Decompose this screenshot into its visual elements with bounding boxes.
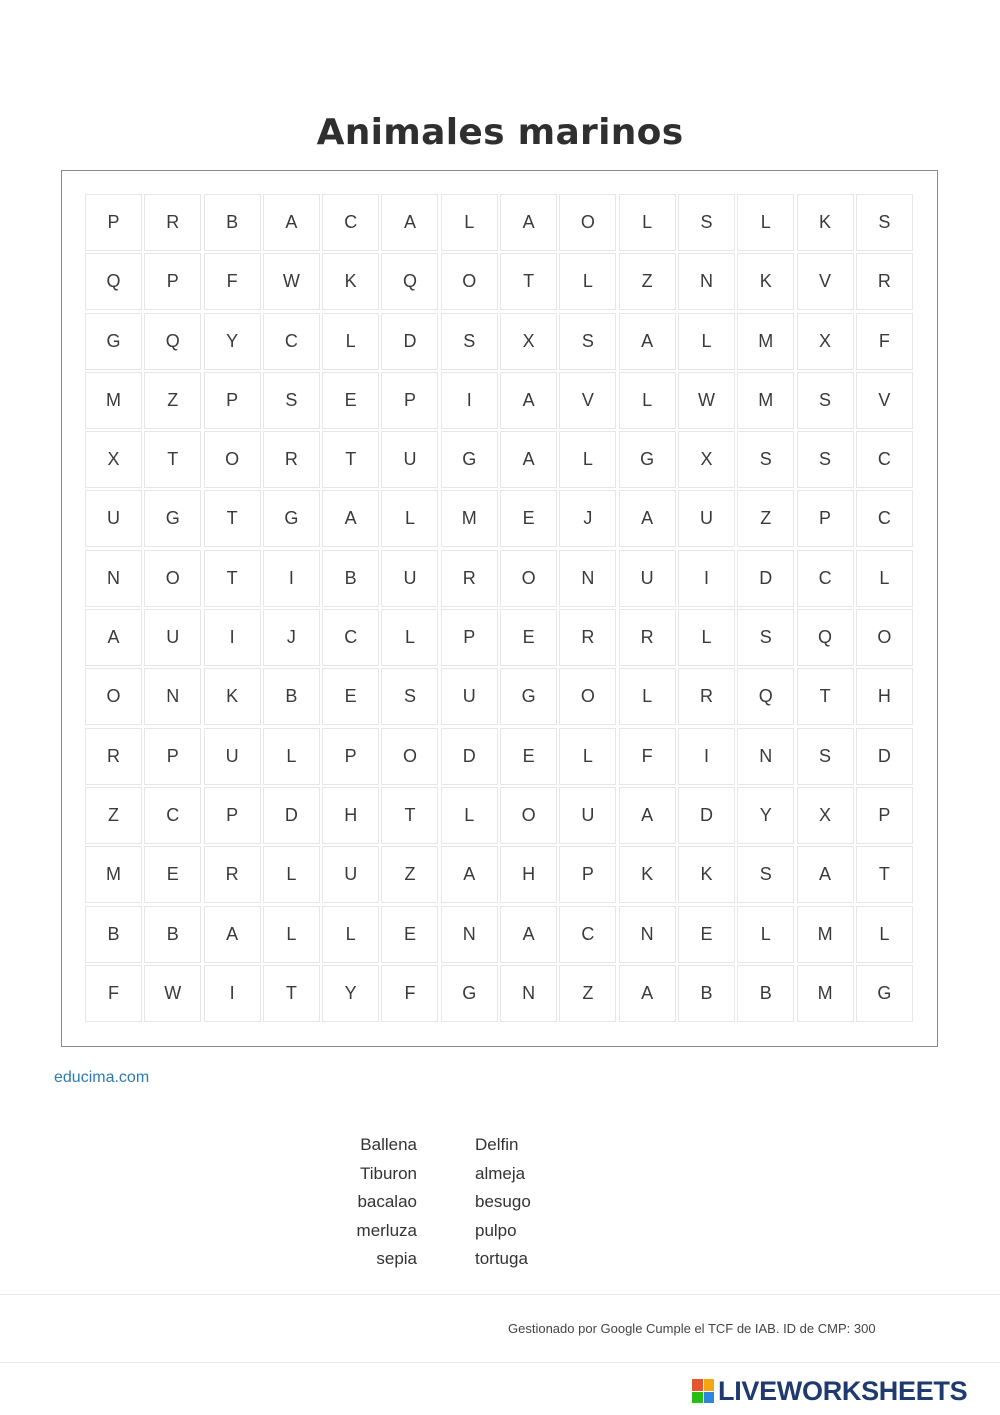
grid-cell[interactable]: T (381, 787, 438, 844)
grid-cell[interactable]: P (204, 787, 261, 844)
grid-cell[interactable]: K (797, 194, 854, 251)
grid-cell[interactable]: K (619, 846, 676, 903)
grid-cell[interactable]: R (678, 668, 735, 725)
grid-cell[interactable]: F (204, 253, 261, 310)
grid-cell[interactable]: L (263, 728, 320, 785)
grid-cell[interactable]: Z (559, 965, 616, 1022)
grid-cell[interactable]: E (500, 609, 557, 666)
grid-cell[interactable]: A (619, 965, 676, 1022)
grid-cell[interactable]: F (381, 965, 438, 1022)
grid-cell[interactable]: L (441, 194, 498, 251)
grid-cell[interactable]: T (144, 431, 201, 488)
grid-cell[interactable]: U (204, 728, 261, 785)
grid-cell[interactable]: S (737, 846, 794, 903)
grid-cell[interactable]: L (263, 906, 320, 963)
grid-cell[interactable]: P (559, 846, 616, 903)
grid-cell[interactable]: O (381, 728, 438, 785)
grid-cell[interactable]: O (85, 668, 142, 725)
grid-cell[interactable]: P (144, 728, 201, 785)
grid-cell[interactable]: Q (144, 313, 201, 370)
word-list-left-column (300, 1131, 417, 1274)
grid-cell[interactable]: L (559, 253, 616, 310)
grid-cell[interactable]: P (381, 372, 438, 429)
grid-cell[interactable]: A (500, 431, 557, 488)
grid-cell[interactable]: A (500, 372, 557, 429)
badge-square (692, 1379, 703, 1391)
page-title: Animales marinos (316, 112, 684, 153)
grid-cell[interactable]: A (204, 906, 261, 963)
grid-cell[interactable]: I (263, 550, 320, 607)
grid-cell[interactable]: N (619, 906, 676, 963)
grid-cell[interactable]: Z (381, 846, 438, 903)
grid-cell[interactable]: T (204, 490, 261, 547)
word-search-grid (85, 194, 913, 1022)
word-item: almeja (475, 1163, 526, 1183)
grid-cell[interactable]: T (204, 550, 261, 607)
grid-cell[interactable]: V (856, 372, 913, 429)
grid-cell[interactable]: G (441, 431, 498, 488)
grid-cell[interactable]: S (737, 431, 794, 488)
grid-cell[interactable]: N (85, 550, 142, 607)
grid-cell[interactable]: I (678, 550, 735, 607)
grid-cell[interactable]: B (204, 194, 261, 251)
grid-cell[interactable]: L (678, 609, 735, 666)
grid-cell[interactable]: C (322, 194, 379, 251)
grid-cell[interactable]: J (263, 609, 320, 666)
grid-cell[interactable]: F (85, 965, 142, 1022)
grid-cell[interactable]: L (322, 906, 379, 963)
grid-cell[interactable]: N (144, 668, 201, 725)
grid-cell[interactable]: H (856, 668, 913, 725)
grid-cell[interactable]: S (381, 668, 438, 725)
badge-square (704, 1392, 715, 1404)
grid-cell[interactable]: L (559, 728, 616, 785)
source-link[interactable]: educima.com (54, 1069, 150, 1086)
grid-cell[interactable]: E (678, 906, 735, 963)
grid-cell[interactable]: C (144, 787, 201, 844)
grid-cell[interactable]: W (263, 253, 320, 310)
liveworksheets-logo[interactable] (692, 1375, 967, 1407)
grid-cell[interactable]: X (500, 313, 557, 370)
grid-cell[interactable]: M (797, 965, 854, 1022)
grid-cell[interactable]: O (559, 194, 616, 251)
grid-cell[interactable]: B (737, 965, 794, 1022)
grid-cell[interactable]: E (144, 846, 201, 903)
grid-cell[interactable]: Y (322, 965, 379, 1022)
word-item: sepia (376, 1249, 417, 1269)
grid-cell[interactable]: N (737, 728, 794, 785)
grid-cell[interactable]: L (737, 194, 794, 251)
word-item: bacalao (357, 1192, 417, 1212)
grid-cell[interactable]: I (678, 728, 735, 785)
grid-cell[interactable]: P (85, 194, 142, 251)
grid-cell[interactable]: M (737, 372, 794, 429)
grid-cell[interactable]: D (678, 787, 735, 844)
grid-cell[interactable]: X (85, 431, 142, 488)
grid-cell[interactable]: U (381, 431, 438, 488)
grid-cell[interactable]: I (204, 609, 261, 666)
grid-cell[interactable]: L (619, 372, 676, 429)
grid-cell[interactable]: N (678, 253, 735, 310)
grid-cell[interactable]: R (204, 846, 261, 903)
grid-cell[interactable]: I (204, 965, 261, 1022)
word-list (300, 1131, 600, 1274)
grid-cell[interactable]: S (737, 609, 794, 666)
grid-cell[interactable]: W (678, 372, 735, 429)
grid-cell[interactable]: Q (85, 253, 142, 310)
grid-cell[interactable]: J (559, 490, 616, 547)
grid-cell[interactable]: W (144, 965, 201, 1022)
grid-cell[interactable]: T (856, 846, 913, 903)
grid-cell[interactable]: U (559, 787, 616, 844)
grid-cell[interactable]: K (737, 253, 794, 310)
grid-cell[interactable]: E (500, 728, 557, 785)
grid-cell[interactable]: L (559, 431, 616, 488)
grid-cell[interactable]: G (441, 965, 498, 1022)
grid-cell[interactable]: B (322, 550, 379, 607)
grid-cell[interactable]: S (797, 728, 854, 785)
grid-cell[interactable]: A (500, 906, 557, 963)
grid-cell[interactable]: A (500, 194, 557, 251)
grid-cell[interactable]: O (500, 550, 557, 607)
grid-cell[interactable]: Q (381, 253, 438, 310)
grid-cell[interactable]: L (263, 846, 320, 903)
grid-cell[interactable]: M (85, 846, 142, 903)
grid-cell[interactable]: P (856, 787, 913, 844)
grid-cell[interactable]: N (500, 965, 557, 1022)
brand-text: LIVEWORKSHEETS (718, 1375, 968, 1406)
grid-cell[interactable]: E (322, 372, 379, 429)
grid-cell[interactable]: H (500, 846, 557, 903)
grid-cell[interactable]: P (797, 490, 854, 547)
grid-cell[interactable]: A (381, 194, 438, 251)
grid-cell[interactable]: N (441, 906, 498, 963)
grid-cell[interactable]: O (204, 431, 261, 488)
grid-cell[interactable]: G (85, 313, 142, 370)
liveworksheets-badge-icon (692, 1379, 714, 1403)
grid-cell[interactable]: Y (204, 313, 261, 370)
grid-cell[interactable]: E (500, 490, 557, 547)
grid-cell[interactable]: G (263, 490, 320, 547)
grid-cell[interactable]: L (737, 906, 794, 963)
grid-cell[interactable]: V (559, 372, 616, 429)
grid-cell[interactable]: Y (737, 787, 794, 844)
grid-cell[interactable]: U (678, 490, 735, 547)
word-item: besugo (475, 1192, 531, 1212)
grid-cell[interactable]: L (381, 609, 438, 666)
grid-cell[interactable]: O (441, 253, 498, 310)
grid-cell[interactable]: L (856, 906, 913, 963)
consent-notice[interactable]: Gestionado por Google Cumple el TCF de IAB. ID de CMP: 300 (508, 1321, 876, 1336)
grid-cell[interactable]: O (856, 609, 913, 666)
grid-cell[interactable]: T (797, 668, 854, 725)
grid-cell[interactable]: L (322, 313, 379, 370)
grid-cell[interactable]: T (500, 253, 557, 310)
grid-cell[interactable]: Z (144, 372, 201, 429)
grid-cell[interactable]: R (559, 609, 616, 666)
grid-cell[interactable]: M (85, 372, 142, 429)
badge-square (704, 1379, 715, 1391)
grid-cell[interactable]: U (619, 550, 676, 607)
grid-cell[interactable]: E (322, 668, 379, 725)
grid-cell[interactable]: R (263, 431, 320, 488)
grid-cell[interactable]: D (441, 728, 498, 785)
grid-cell[interactable]: C (559, 906, 616, 963)
grid-cell[interactable]: M (737, 313, 794, 370)
grid-cell[interactable]: A (263, 194, 320, 251)
grid-cell[interactable]: M (441, 490, 498, 547)
grid-cell[interactable]: G (144, 490, 201, 547)
grid-cell[interactable]: U (85, 490, 142, 547)
grid-cell[interactable]: P (144, 253, 201, 310)
grid-cell[interactable]: K (204, 668, 261, 725)
grid-cell[interactable]: O (144, 550, 201, 607)
grid-cell[interactable]: Z (737, 490, 794, 547)
grid-cell[interactable]: X (797, 787, 854, 844)
grid-cell[interactable]: S (678, 194, 735, 251)
word-item: Tiburon (359, 1163, 417, 1183)
grid-cell[interactable]: L (441, 787, 498, 844)
grid-cell[interactable]: Q (797, 609, 854, 666)
badge-square (692, 1392, 703, 1404)
grid-cell[interactable]: X (678, 431, 735, 488)
grid-cell[interactable]: U (381, 550, 438, 607)
word-list-right-column (475, 1131, 592, 1274)
grid-cell[interactable]: C (263, 313, 320, 370)
grid-cell[interactable]: V (797, 253, 854, 310)
grid-cell[interactable]: R (619, 609, 676, 666)
grid-cell[interactable]: X (797, 313, 854, 370)
grid-cell[interactable]: F (619, 728, 676, 785)
grid-cell[interactable]: B (85, 906, 142, 963)
grid-cell[interactable]: E (381, 906, 438, 963)
grid-cell[interactable]: B (144, 906, 201, 963)
grid-cell[interactable]: U (144, 609, 201, 666)
grid-cell[interactable]: B (678, 965, 735, 1022)
grid-cell[interactable]: C (322, 609, 379, 666)
divider (0, 1294, 1000, 1295)
grid-cell[interactable]: D (856, 728, 913, 785)
grid-cell[interactable]: R (441, 550, 498, 607)
word-item: pulpo (475, 1220, 517, 1240)
grid-cell[interactable]: D (263, 787, 320, 844)
grid-cell[interactable]: K (322, 253, 379, 310)
grid-cell[interactable]: L (381, 490, 438, 547)
grid-cell[interactable]: S (797, 431, 854, 488)
grid-cell[interactable]: D (381, 313, 438, 370)
grid-cell[interactable]: R (85, 728, 142, 785)
grid-cell[interactable]: L (856, 550, 913, 607)
grid-cell[interactable]: T (263, 965, 320, 1022)
grid-cell[interactable]: Q (737, 668, 794, 725)
word-item: merluza (356, 1220, 417, 1240)
grid-cell[interactable]: A (619, 313, 676, 370)
grid-cell[interactable]: C (856, 431, 913, 488)
grid-cell[interactable]: B (263, 668, 320, 725)
grid-cell[interactable]: S (441, 313, 498, 370)
grid-cell[interactable]: L (619, 194, 676, 251)
grid-cell[interactable]: G (856, 965, 913, 1022)
grid-cell[interactable]: A (441, 846, 498, 903)
grid-cell[interactable]: R (144, 194, 201, 251)
grid-cell[interactable]: P (204, 372, 261, 429)
grid-cell[interactable]: A (322, 490, 379, 547)
grid-cell[interactable]: S (559, 313, 616, 370)
grid-cell[interactable]: I (441, 372, 498, 429)
grid-cell[interactable]: A (85, 609, 142, 666)
grid-cell[interactable]: K (678, 846, 735, 903)
grid-cell[interactable]: G (619, 431, 676, 488)
grid-cell[interactable]: T (322, 431, 379, 488)
grid-cell[interactable]: L (678, 313, 735, 370)
grid-cell[interactable]: L (619, 668, 676, 725)
grid-cell[interactable]: S (856, 194, 913, 251)
grid-cell[interactable]: C (797, 550, 854, 607)
grid-cell[interactable]: N (559, 550, 616, 607)
grid-cell[interactable]: U (322, 846, 379, 903)
grid-cell[interactable]: S (263, 372, 320, 429)
word-item: Ballena (360, 1135, 417, 1154)
grid-cell[interactable]: G (500, 668, 557, 725)
grid-cell[interactable]: F (856, 313, 913, 370)
grid-cell[interactable]: C (856, 490, 913, 547)
grid-cell[interactable]: P (322, 728, 379, 785)
grid-cell[interactable]: O (559, 668, 616, 725)
grid-cell[interactable]: A (797, 846, 854, 903)
grid-cell[interactable]: A (619, 490, 676, 547)
grid-cell[interactable]: P (441, 609, 498, 666)
grid-cell[interactable]: O (500, 787, 557, 844)
grid-cell[interactable]: H (322, 787, 379, 844)
grid-cell[interactable]: R (856, 253, 913, 310)
grid-cell[interactable]: D (737, 550, 794, 607)
grid-cell[interactable]: Z (85, 787, 142, 844)
divider (0, 1362, 1000, 1363)
word-item: Delfin (475, 1135, 519, 1154)
grid-cell[interactable]: Z (619, 253, 676, 310)
grid-cell[interactable]: A (619, 787, 676, 844)
word-item: tortuga (475, 1249, 528, 1269)
grid-cell[interactable]: U (441, 668, 498, 725)
grid-cell[interactable]: M (797, 906, 854, 963)
grid-cell[interactable]: S (797, 372, 854, 429)
